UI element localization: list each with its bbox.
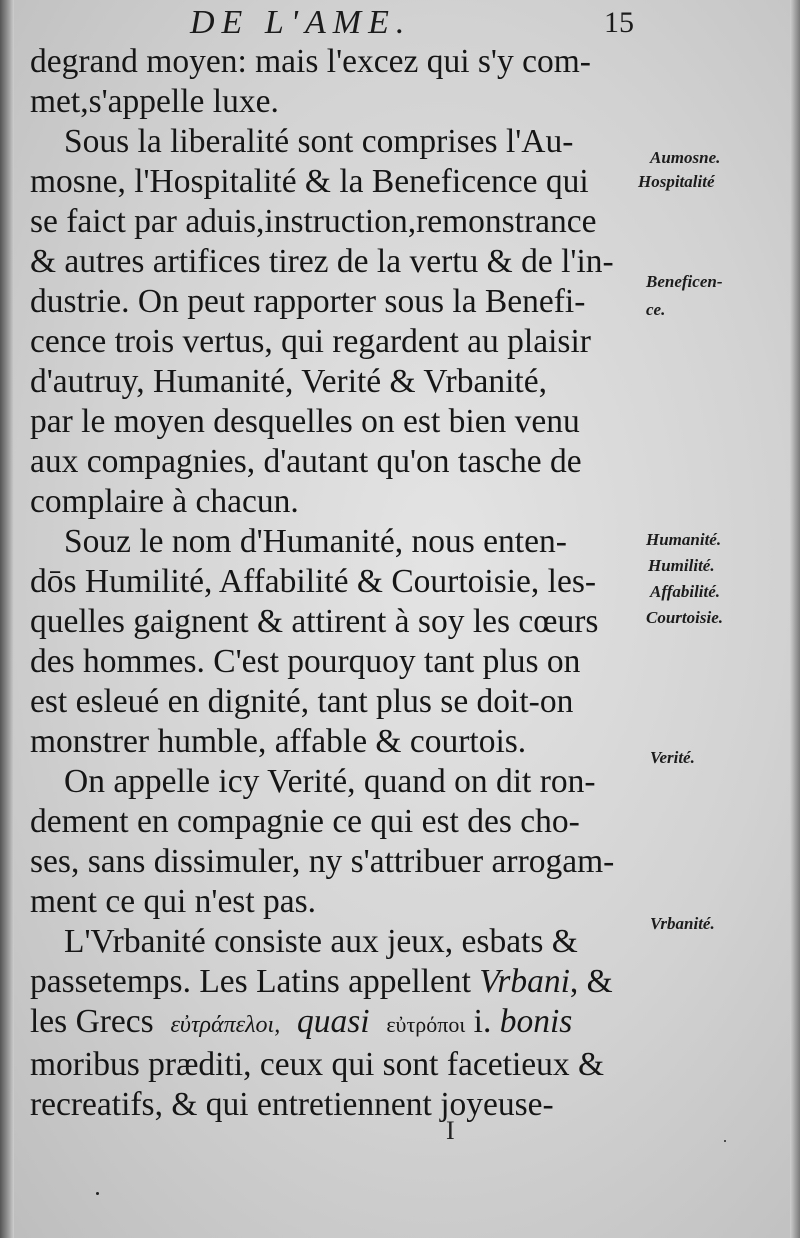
margin-note: ce. (646, 300, 666, 319)
text-line (30, 962, 642, 1002)
text-line: dustrie. On peut rapporter sous la Benefi- (30, 283, 586, 320)
text-fragment: les Grecs (30, 1003, 154, 1040)
text-line: dōs Humilité, Affabilité & Courtoisie, les- (30, 563, 597, 600)
text-line: monstrer humble, affable & courtois. (30, 723, 527, 760)
text-line: cence trois vertus, qui regardent au plaisir (30, 323, 591, 360)
text-line: moribus præditi, ceux qui sont facetieux & (30, 1046, 605, 1083)
text-line: L'Vrbanité consiste aux jeux, esbats & (64, 923, 578, 960)
text-line: On appelle icy Verité, quand on dit ron- (64, 763, 596, 800)
signature-mark: I (446, 1116, 455, 1145)
greek-term: εὐτρόποι (386, 1012, 466, 1037)
margin-note: Humilité. (648, 556, 715, 575)
text-line: se faict par aduis,instruction,remonstrance (30, 203, 597, 240)
text-fragment: , & (569, 963, 613, 1000)
text-line: Souz le nom d'Humanité, nous enten- (64, 523, 567, 560)
text-fragment: passetemps. Les Latins appellent (30, 963, 471, 1000)
greek-term: εὐτράπελοι, (170, 1012, 281, 1038)
text-line: quelles gaignent & attirent à soy les cœurs (30, 603, 599, 640)
margin-note: Affabilité. (650, 582, 721, 601)
text-line: dement en compagnie ce qui est des cho- (30, 803, 580, 840)
text-line: mosne, l'Hospitalité & la Beneficence qui (30, 163, 589, 200)
margin-note: Verité. (650, 748, 695, 767)
page-number: 15 (604, 6, 634, 39)
margin-note: Beneficen- (646, 272, 723, 291)
text-line: est esleué en dignité, tant plus se doit-on (30, 683, 574, 720)
text-line: met,s'appelle luxe. (30, 83, 279, 120)
margin-note: Hospitalité (638, 172, 715, 191)
latin-term: Vrbani (479, 963, 570, 1000)
page-edge (790, 0, 800, 1238)
latin-term: bonis (499, 1003, 573, 1040)
text-line: ment ce qui n'est pas. (30, 883, 317, 920)
latin-term: quasi (296, 1003, 370, 1040)
binding-gutter (0, 0, 14, 1238)
body-text (30, 42, 642, 1125)
text-line: aux compagnies, d'autant qu'on tasche de (30, 443, 582, 480)
text-line (30, 1002, 642, 1045)
ink-speck (724, 1140, 726, 1142)
text-line: d'autruy, Humanité, Verité & Vrbanité, (30, 363, 547, 400)
text-line: degrand moyen: mais l'excez qui s'y com- (30, 43, 591, 80)
text-line: des hommes. C'est pourquoy tant plus on (30, 643, 581, 680)
ink-speck (96, 1192, 99, 1195)
text-fragment: i. (473, 1003, 492, 1040)
margin-note: Humanité. (646, 530, 722, 549)
text-line: par le moyen desquelles on est bien venu (30, 403, 580, 440)
running-title: DE L'AME. (190, 4, 412, 41)
margin-note: Vrbanité. (650, 914, 715, 933)
text-line: ses, sans dissimuler, ny s'attribuer arrogam- (30, 843, 615, 880)
text-line: recreatifs, & qui entretiennent joyeuse- (30, 1086, 554, 1123)
margin-note: Courtoisie. (646, 608, 723, 627)
text-line: complaire à chacun. (30, 483, 299, 520)
text-line: Sous la liberalité sont comprises l'Au- (64, 123, 574, 160)
text-line: & autres artifices tirez de la vertu & de l'in- (30, 243, 614, 280)
margin-note: Aumosne. (650, 148, 721, 167)
